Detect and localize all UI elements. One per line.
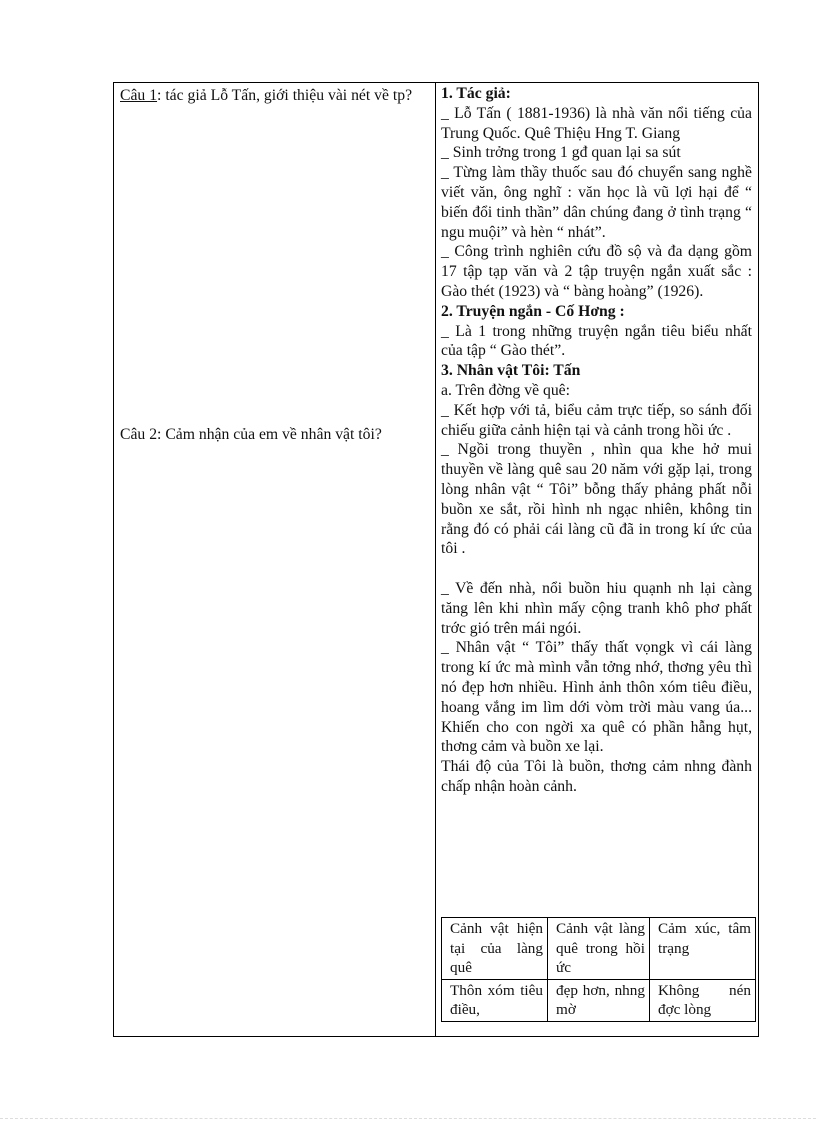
table-header-cell: Cảnh vật làng quê trong hồi ức [548, 918, 650, 980]
heading-character: 3. Nhân vật Tôi: Tấn [441, 362, 581, 380]
paragraph-upbringing: _ Sinh trởng trong 1 gđ quan lại sa sút [441, 144, 681, 162]
paragraph-story: _ Là 1 trong những truyện ngắn tiêu biểu nhất của tập “ Gào thét”. [441, 322, 752, 360]
paragraph-technique: _ Kết hợp với tả, biểu cảm trực tiếp, so sánh đối chiếu giữa cảnh hiện tại và cảnh trong hồi ức . [441, 401, 752, 439]
comparison-table-viewport [441, 917, 757, 1038]
table-cell: đẹp hơn, nhng mờ [548, 979, 650, 1021]
left-column [120, 86, 430, 106]
paragraph-boat: _ Ngồi trong thuyền , nhìn qua khe hở mui thuyền về làng quê sau 20 năm với gặp lại, trong lòng nhân vật “ Tôi” bỗng thấy phảng phất nỗi buồn xe sắt, rồi hình nh ngạc nhiên, không tin rằng đó có phải cái làng cũ đã in trong kí ức của tôi . [441, 441, 752, 558]
paragraph-author-intro: _ Lỗ Tấn ( 1881-1936) là nhà văn nổi tiếng của Trung Quốc. Quê Thiệu Hng T. Giang [441, 104, 752, 142]
question-1-label: Câu 1 [120, 87, 158, 104]
paragraph-disappointment: _ Nhân vật “ Tôi” thấy thất vọngk vì cái làng trong kí ức mà mình vẫn tởng nhớ, thơng yêu thì nó đẹp hơn nhiều. Hình ảnh thôn xóm tiêu điều, hoang vắng im lìm dới vòm trời màu vang úa... Khiến cho con ngời xa quê có phần hẫng hụt, thơng cảm và buồn xe lại. [441, 639, 752, 756]
question-2: Câu 2: Cảm nhận của em về nhân vật tôi? [120, 426, 382, 443]
heading-story: 2. Truyện ngắn - Cố Hơng : [441, 302, 625, 320]
paragraph-works: _ Công trình nghiên cứu đồ sộ và đa dạng gồm 17 tập tạp văn và 2 tập truyện ngắn xuất sắc : Gào thét (1923) và “ bàng hoàng” (1926). [441, 243, 752, 300]
table-header-row [442, 918, 756, 980]
right-column [441, 84, 752, 797]
paragraph-home: _ Về đến nhà, nổi buồn hiu quạnh nh lại càng tăng lên khi nhìn mấy cộng tranh khô phơ phất trớc gió trên mái ngói. [441, 579, 752, 637]
heading-author: 1. Tác giả: [441, 85, 511, 102]
comparison-table [441, 917, 756, 1022]
table-header-cell: Cảnh vật hiện tại của làng quê [442, 918, 548, 980]
question-1 [120, 86, 430, 106]
table-row [442, 979, 756, 1021]
column-divider [435, 82, 436, 1037]
paragraph-on-the-way: a. Trên đờng về quê: [441, 381, 570, 399]
page-bottom-edge [0, 1118, 816, 1119]
paragraph-career: _ Từng làm thầy thuốc sau đó chuyển sang nghề viết văn, ông nghĩ : văn học là vũ lợi hại để “ biến đổi tinh thần” dân chúng đang ở tình trạng “ ngu muội” và hèn “ nhát”. [441, 164, 752, 241]
paragraph-attitude: Thái độ của Tôi là buồn, thơng cảm nhng đành chấp nhận hoàn cảnh. [441, 758, 752, 795]
table-cell: Thôn xóm tiêu điều, [442, 979, 548, 1021]
table-header-cell: Cảm xúc, tâm trạng [649, 918, 755, 980]
table-cell: Không nén đợc lòng [649, 979, 755, 1021]
question-1-text: : tác giả Lỗ Tấn, giới thiệu vài nét về tp? [157, 87, 413, 104]
